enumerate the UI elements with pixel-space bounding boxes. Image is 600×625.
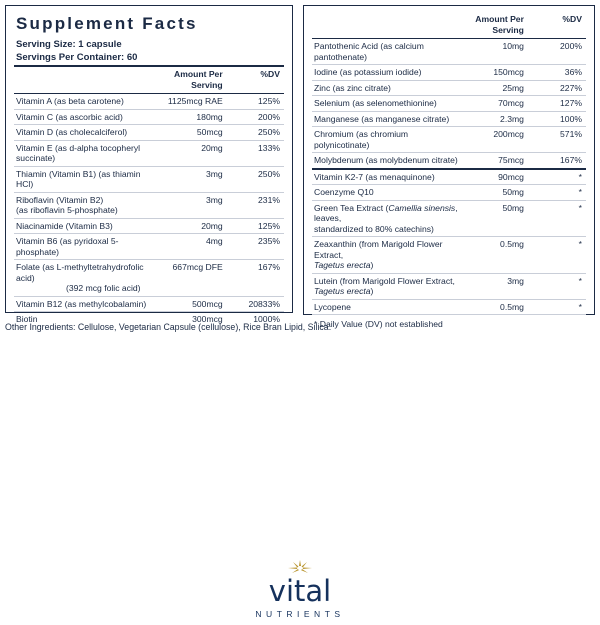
nutrient-dv: 133% xyxy=(233,140,284,166)
supplement-facts-left-panel xyxy=(5,5,293,324)
nutrient-name-multiline xyxy=(14,192,160,218)
nutrient-name: Manganese (as manganese citrate) xyxy=(312,111,460,127)
nutrient-dv: * xyxy=(534,237,586,274)
table-row xyxy=(312,111,586,127)
nutrient-dv: 571% xyxy=(534,127,586,153)
nutrient-amount: 75mcg xyxy=(498,155,524,165)
right-nutrient-table xyxy=(312,12,586,315)
table-row xyxy=(14,218,284,234)
nutrient-amount: 20mg xyxy=(160,218,233,234)
serving-size: Serving Size: 1 capsule xyxy=(16,39,122,50)
nutrient-dv: * xyxy=(534,200,586,237)
table-row xyxy=(312,185,586,201)
nutrient-dv: 200% xyxy=(534,39,586,65)
nutrient-name-line2: standardized to 80% catechins) xyxy=(314,223,434,234)
header-blank xyxy=(14,67,160,93)
nutrient-amount: 200mcg xyxy=(460,127,534,153)
table-row xyxy=(312,200,586,237)
table-row xyxy=(14,109,284,125)
nutrient-name-italic: Tagetus erecta xyxy=(314,286,371,296)
nutrient-name: Molybdenum (as molybdenum citrate) xyxy=(314,155,458,165)
nutrient-name-multiline xyxy=(312,237,460,274)
nutrient-name-line1: Riboflavin (Vitamin B2) xyxy=(16,194,104,205)
nutrient-amount: 0.5mg xyxy=(460,237,534,274)
nutrient-name: Biotin xyxy=(16,314,38,324)
nutrient-amount: 3mg xyxy=(460,273,534,299)
nutrient-amount: 3mg xyxy=(160,166,233,192)
nutrient-dv: * xyxy=(534,185,586,201)
table-row xyxy=(14,125,284,141)
nutrient-name-italic: Tagetus erecta xyxy=(314,260,371,270)
nutrient-amount: 180mg xyxy=(160,109,233,125)
nutrient-name: Iodine (as potassium iodide) xyxy=(312,65,460,81)
nutrient-amount: 90mcg xyxy=(460,170,534,185)
table-row xyxy=(312,299,586,315)
table-row xyxy=(312,39,586,65)
nutrient-dv: 100% xyxy=(534,111,586,127)
nutrient-name-tail: ) xyxy=(370,286,374,296)
nutrient-name-multiline xyxy=(312,200,460,237)
nutrient-dv: 20833% xyxy=(233,296,284,312)
table-row xyxy=(14,140,284,166)
nutrient-name: Vitamin B6 (as pyridoxal 5-phosphate) xyxy=(14,234,160,260)
nutrient-amount: 0.5mg xyxy=(460,299,534,315)
nutrient-name: Coenzyme Q10 xyxy=(312,185,460,201)
table-header-row xyxy=(14,67,284,93)
table-row xyxy=(312,170,586,185)
supplement-facts-right-panel xyxy=(303,5,595,329)
nutrient-dv: 227% xyxy=(534,80,586,96)
table-header-row xyxy=(312,12,586,38)
nutrient-dv: * xyxy=(534,273,586,299)
nutrient-dv: * xyxy=(534,170,586,185)
other-ingredients: Other Ingredients: Cellulose, Vegetarian Capsule (cellulose), Rice Bran Lipid, Silica. xyxy=(5,322,332,332)
table-row xyxy=(14,296,284,312)
table-row xyxy=(14,166,284,192)
table-row xyxy=(14,260,284,297)
nutrient-dv: 200% xyxy=(233,109,284,125)
right-panel-inner xyxy=(304,6,594,333)
nutrient-amount: 3mg xyxy=(160,192,233,218)
table-row xyxy=(14,94,284,109)
nutrient-name-line2: (as riboflavin 5-phosphate) xyxy=(16,205,118,215)
nutrient-name-part2: , leaves, xyxy=(314,202,458,223)
nutrient-name-part1: Green Tea Extract ( xyxy=(314,202,389,213)
nutrient-name: Vitamin D (as cholecalciferol) xyxy=(14,125,160,141)
nutrient-amount: 10mg xyxy=(460,39,534,65)
nutrient-dv: 127% xyxy=(534,96,586,112)
nutrient-name-line1: Folate (as L-methyltetrahydrofolic acid) xyxy=(16,262,144,283)
nutrient-dv: 167% xyxy=(560,155,582,165)
nutrient-name: Chromium (as chromium polynicotinate) xyxy=(312,127,460,153)
nutrient-amount: 4mg xyxy=(160,234,233,260)
nutrient-amount: 50mcg xyxy=(160,125,233,141)
nutrient-dv: 125% xyxy=(233,218,284,234)
nutrient-name-italic: Camellia sinensis xyxy=(388,202,456,213)
nutrient-name-line1: Lutein (from Marigold Flower Extract, xyxy=(314,275,455,286)
dv-footnote: * Daily Value (DV) not established xyxy=(314,319,443,329)
left-panel-inner xyxy=(6,6,292,331)
left-nutrient-table xyxy=(14,65,284,327)
nutrient-dv: 167% xyxy=(233,260,284,297)
brand-logo xyxy=(0,560,600,619)
table-row xyxy=(312,96,586,112)
nutrient-name: Vitamin C (as ascorbic acid) xyxy=(14,109,160,125)
sun-burst-icon xyxy=(287,560,313,574)
nutrient-dv: 1000% xyxy=(253,314,280,324)
nutrient-name: Pantothenic Acid (as calcium pantothenate) xyxy=(312,39,460,65)
header-dv: %DV xyxy=(260,69,280,79)
brand-subtitle: NUTRIENTS xyxy=(255,609,345,619)
nutrient-amount: 25mg xyxy=(460,80,534,96)
table-row xyxy=(14,192,284,218)
table-row xyxy=(312,237,586,274)
nutrient-amount: 1125mcg RAE xyxy=(160,94,233,109)
table-row xyxy=(312,273,586,299)
table-row xyxy=(312,80,586,96)
brand-name: vital xyxy=(268,574,332,608)
nutrient-dv: 235% xyxy=(233,234,284,260)
nutrient-name: Thiamin (Vitamin B1) (as thiamin HCl) xyxy=(14,166,160,192)
header-amount-per-serving: Amount Per Serving xyxy=(475,14,524,35)
header-blank xyxy=(312,12,460,38)
nutrient-name-tail: ) xyxy=(370,260,374,270)
nutrient-name: Vitamin E (as d-alpha tocopheryl succinate) xyxy=(14,140,160,166)
servings-per-container: Servings Per Container: 60 xyxy=(16,52,138,63)
nutrient-name: Zinc (as zinc citrate) xyxy=(312,80,460,96)
header-amount-per-serving: Amount Per Serving xyxy=(173,69,223,90)
header-dv: %DV xyxy=(562,14,582,24)
nutrient-dv: 125% xyxy=(233,94,284,109)
table-row xyxy=(312,65,586,81)
nutrient-name-line2: (392 mcg folic acid) xyxy=(66,283,141,293)
nutrient-dv: 36% xyxy=(534,65,586,81)
nutrient-name-multiline xyxy=(14,260,160,297)
nutrient-amount: 50mg xyxy=(460,200,534,237)
nutrient-name-line1: Zeaxanthin (from Marigold Flower Extract, xyxy=(314,239,443,260)
nutrient-dv: 250% xyxy=(233,166,284,192)
nutrient-name: Selenium (as selenomethionine) xyxy=(312,96,460,112)
nutrient-name: Vitamin K2-7 (as menaquinone) xyxy=(312,170,460,185)
nutrient-amount: 300mcg xyxy=(192,314,223,324)
nutrient-dv: 250% xyxy=(233,125,284,141)
table-row xyxy=(312,153,586,168)
nutrient-name: Niacinamide (Vitamin B3) xyxy=(14,218,160,234)
nutrient-name: Vitamin A (as beta carotene) xyxy=(14,94,160,109)
nutrient-amount: 70mcg xyxy=(460,96,534,112)
nutrient-amount: 500mcg xyxy=(160,296,233,312)
supplement-facts-title: Supplement Facts xyxy=(16,14,198,33)
nutrient-name-multiline xyxy=(312,273,460,299)
table-row xyxy=(14,234,284,260)
table-row xyxy=(312,127,586,153)
nutrient-amount: 20mg xyxy=(160,140,233,166)
nutrient-dv: * xyxy=(534,299,586,315)
nutrient-amount: 667mcg DFE xyxy=(160,260,233,297)
nutrient-name: Vitamin B12 (as methylcobalamin) xyxy=(14,296,160,312)
nutrient-name: Lycopene xyxy=(312,299,460,315)
nutrient-amount: 150mcg xyxy=(460,65,534,81)
nutrient-amount: 2.3mg xyxy=(460,111,534,127)
nutrient-dv: 231% xyxy=(233,192,284,218)
nutrient-amount: 50mg xyxy=(460,185,534,201)
